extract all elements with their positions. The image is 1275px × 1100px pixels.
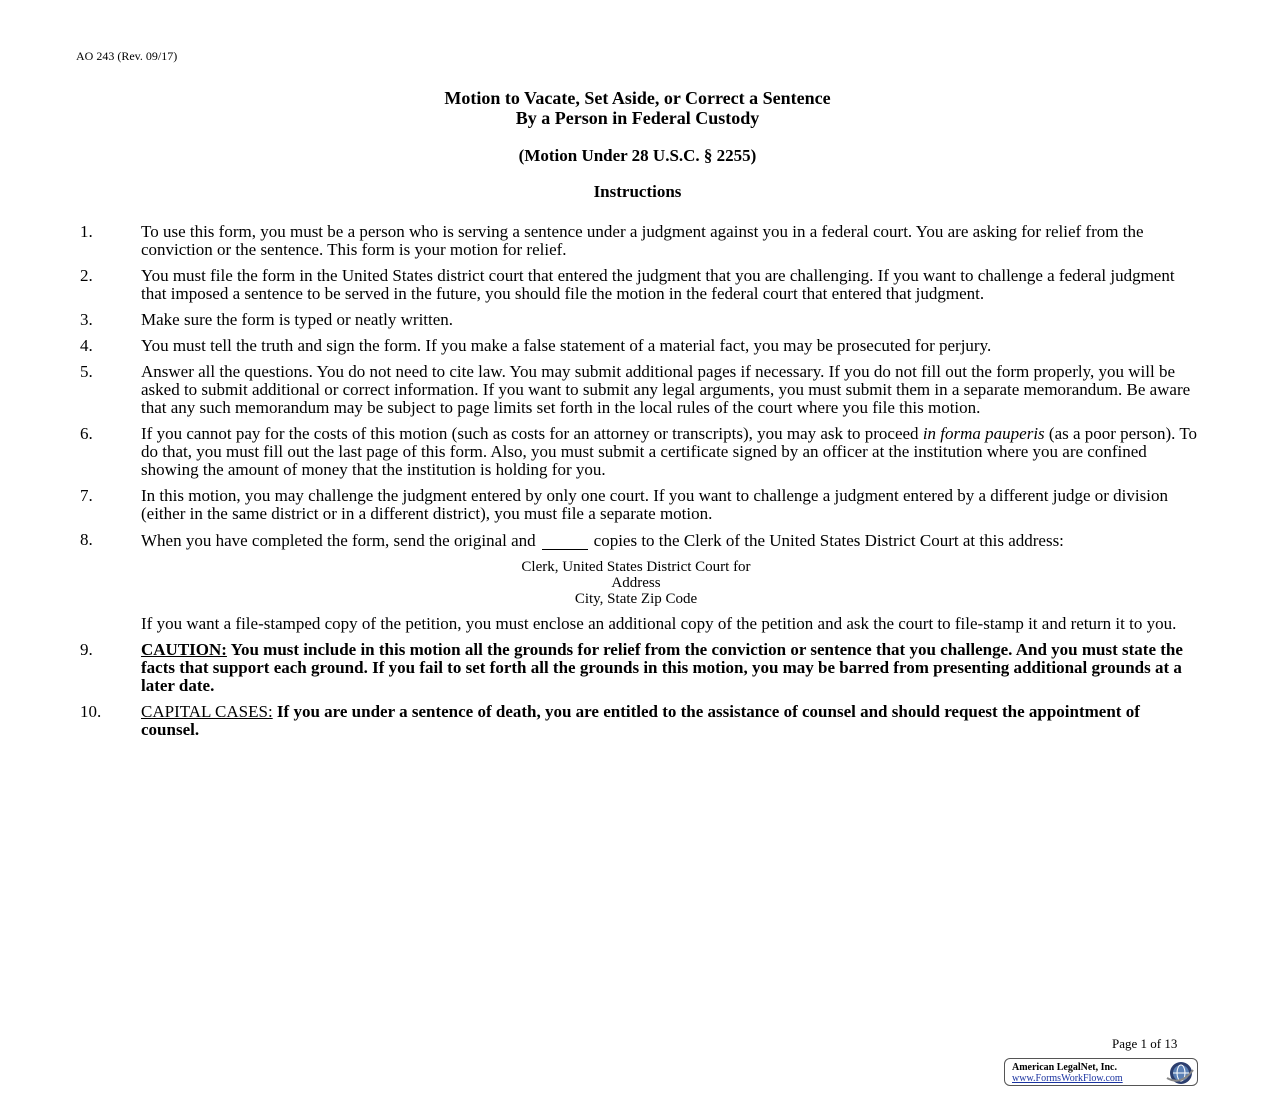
item-number: 6.: [80, 424, 93, 443]
address-line: City, State Zip Code: [574, 591, 698, 607]
item-number: 1.: [80, 222, 93, 241]
publisher-badge[interactable]: [1004, 1058, 1198, 1086]
item-number: 9.: [80, 640, 93, 659]
item-text-part: If you are under a sentence of death, you are entitled to the assistance of counsel and should request the appointment of counsel.: [141, 702, 1140, 739]
item-text: Answer all the questions. You do not need to cite law. You may submit additional pages if necessary. If you do not fill out the form properly, you will be asked to submit additional or correct information. If you want to submit any legal arguments, you must submit them in a separate memorandum. Be aware that any such memorandum may be subject to page limits set forth in the local rules of the court where you file this motion.: [141, 362, 1191, 417]
capital-cases-label: CAPITAL CASES:: [141, 702, 273, 721]
copies-blank[interactable]: [542, 537, 588, 550]
title-line-2: By a Person in Federal Custody: [515, 108, 760, 128]
caution-label: CAUTION:: [141, 640, 227, 659]
item-text-part: (as a poor person). To do that, you must fill out the last page of this form. Also, you must submit a certificate signed by an officer at the institution where you are confined showing the amount of money that the institution is holding for you.: [141, 424, 1198, 479]
list-item: [0, 363, 1275, 417]
list-item: [0, 703, 1275, 739]
list-item: [0, 641, 1275, 695]
item-text: In this motion, you may challenge the judgment entered by only one court. If you want to challenge a judgment entered by a different judge or division (either in the same district or in a different district), you must file a separate motion.: [141, 486, 1168, 523]
item-text: If you want a file-stamped copy of the petition, you must enclose an additional copy of the petition and ask the court to file-stamp it and return it to you.: [141, 614, 1177, 633]
list-item: [0, 487, 1275, 523]
item-number: 5.: [80, 362, 93, 381]
item-text: [141, 531, 1201, 551]
page-number: Page 1 of 13: [1112, 1036, 1178, 1051]
item-text: You must tell the truth and sign the form. If you make a false statement of a material fact, you may be prosecuted for perjury.: [141, 336, 992, 355]
company-url[interactable]: www.FormsWorkFlow.com: [1012, 1073, 1123, 1084]
address-line: Clerk, United States District Court for: [521, 559, 751, 575]
item-number: 7.: [80, 486, 93, 505]
instructions-list: [0, 223, 1275, 747]
list-item: [0, 425, 1275, 479]
company-name: American LegalNet, Inc.: [1012, 1062, 1117, 1073]
list-item: [0, 311, 1275, 329]
item-text: [141, 703, 1201, 739]
item-text-part: If you cannot pay for the costs of this motion (such as costs for an attorney or transcripts), you may ask to proceed: [141, 424, 923, 443]
globe-icon: [1161, 1060, 1195, 1086]
statute-heading: (Motion Under 28 U.S.C. § 2255): [518, 146, 757, 165]
page-title: [0, 88, 1275, 128]
item-text: Make sure the form is typed or neatly written.: [141, 310, 454, 329]
item-text: [141, 425, 1201, 479]
item-number: 3.: [80, 310, 93, 329]
item-text: To use this form, you must be a person who is serving a sentence under a judgment against you in a federal court. You are asking for relief from the conviction or the sentence. This form is your motion for relief.: [141, 222, 1144, 259]
list-item: [0, 337, 1275, 355]
item-number: 10.: [80, 702, 102, 721]
item-text: [141, 641, 1201, 695]
item-text-part: You must include in this motion all the grounds for relief from the conviction or sentence that you challenge. And you must state the facts that support each ground. If you fail to set forth all the grounds in this motion, you may be barred from presenting additional grounds at a later date.: [141, 640, 1183, 695]
title-line-1: Motion to Vacate, Set Aside, or Correct a Sentence: [444, 88, 831, 108]
list-item: [0, 531, 1275, 633]
item-text-part: copies to the Clerk of the United States District Court at this address:: [593, 531, 1064, 550]
list-item: [0, 267, 1275, 303]
clerk-address: [141, 559, 1131, 607]
section-heading: Instructions: [593, 182, 682, 201]
item-text-part: When you have completed the form, send the original and: [141, 531, 536, 550]
item-number: 4.: [80, 336, 93, 355]
latin-term: in forma pauperis: [922, 424, 1045, 443]
item-text: You must file the form in the United States district court that entered the judgment that you are challenging. If you want to challenge a federal judgment that imposed a sentence to be served in the future, you should file the motion in the federal court that entered that judgment.: [141, 266, 1175, 303]
item-number: 2.: [80, 266, 93, 285]
form-id: AO 243 (Rev. 09/17): [76, 49, 178, 63]
list-item: [0, 223, 1275, 259]
address-line: Address: [611, 575, 661, 591]
item-number: 8.: [80, 530, 93, 549]
